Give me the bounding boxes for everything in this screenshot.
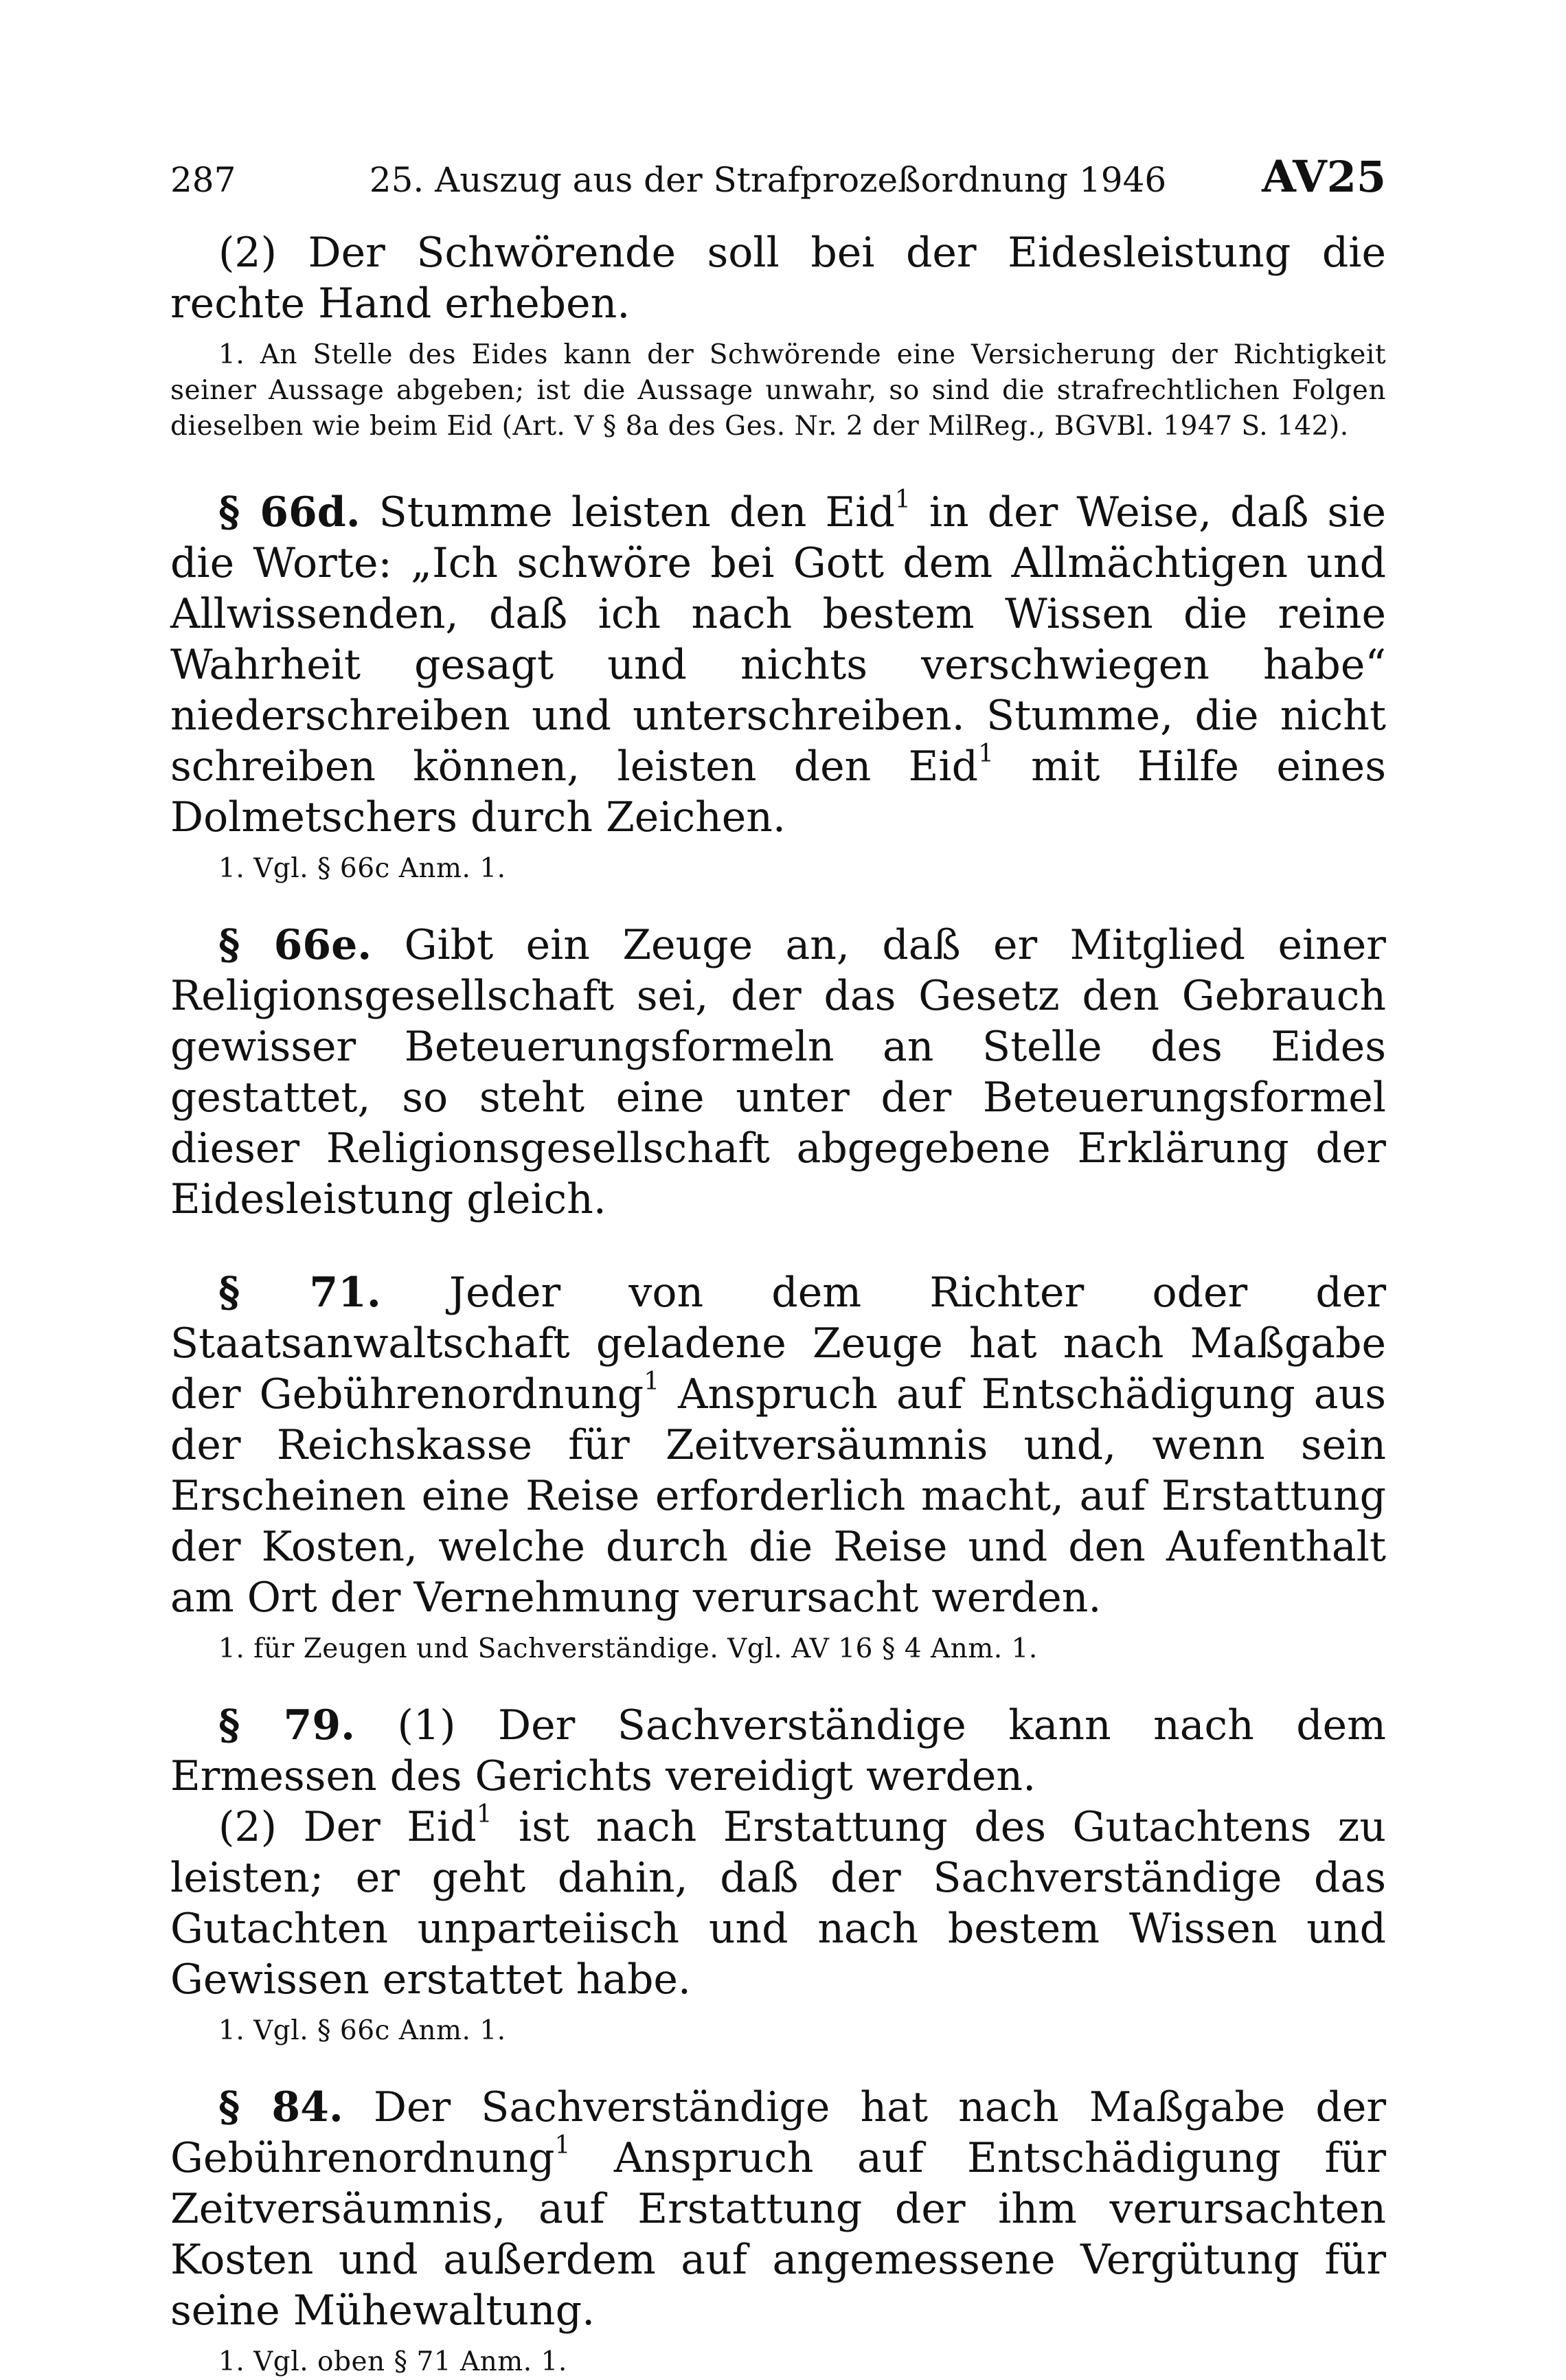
paragraph-66c-2: (2) Der Schwörende soll bei der Eidesleistung die rechte Hand erheben. [170,229,1386,328]
paragraph-66e [170,920,1386,1225]
paragraph-66d-text-c: mit Hilfe eines Dolmetschers durch Zeichen. [170,743,1386,841]
running-title: 25. Auszug aus der Strafprozeßordnung 1946 [369,160,1167,200]
paragraph-71-text-a: Jeder von dem Richter oder der Staatsanwaltschaft geladene Zeuge hat nach Maßgabe der Gebührenordnung [170,1269,1387,1418]
paragraph-66d [170,487,1386,843]
page-header [170,151,1386,203]
section-label-71: § 71. [218,1269,381,1317]
paragraph-79-2-text-b: ist nach Erstattung des Gutachtens zu leisten; er geht dahin, daß der Sachverständige das Gutachten unparteiisch und nach bestem Wissen und Gewissen erstattet habe. [170,1803,1386,2004]
section-label-66e: § 66e. [218,921,372,969]
section-label-79: § 79. [218,1701,356,1749]
footnote-ref-79: 1 [476,1800,492,1828]
paragraph-71 [170,1267,1386,1623]
paragraph-71-text-b: Anspruch auf Entschädigung aus der Reichskasse für Zeitversäumnis und, wenn sein Erscheinen eine Reise erforderlich macht, auf Erstattung der Kosten, welche durch die Reise und den Aufenthalt am Ort der Vernehmung verursacht werden. [170,1370,1386,1622]
footnote-ref-66d-a: 1 [894,486,911,514]
footnote-ref-84: 1 [554,2131,571,2160]
page-number: 287 [170,160,236,200]
section-label-84: § 84. [218,2083,343,2131]
paragraph-79-1-text: (1) Der Sachverständige kann nach dem Ermessen des Gerichts vereidigt werden. [170,1701,1387,1800]
paragraph-66d-text-b: in der Weise, daß sie die Worte: „Ich schwöre bei Gott dem Allmächtigen und Allwissenden, daß ich nach bestem Wissen die reine Wahrheit gesagt und nichts verschwiegen habe“ niederschreiben und unterschreiben. Stumme, die nicht schreiben können, leisten den Eid [170,488,1387,791]
paragraph-84 [170,2082,1386,2336]
paragraph-79-1 [170,1700,1386,1802]
footnote-84-1: 1. Vgl. oben § 71 Anm. 1. [218,2346,567,2377]
paragraph-79-2 [170,1802,1386,2005]
section-code [1249,151,1386,203]
footnote-66c-1: 1. An Stelle des Eides kann der Schwörende eine Versicherung der Richtigkeit seiner Aussage abgeben; ist die Aussage unwahr, so sind die strafrechtlichen Folgen dieselben wie beim Eid (Art. V § 8a des Ges. Nr. 2 der MilReg., BGVBl. 1947 S. 142). [170,339,1386,442]
footnote-79-1: 1. Vgl. § 66c Anm. 1. [218,2015,506,2046]
footnote-71-1: 1. für Zeugen und Sachverständige. Vgl. AV 16 § 4 Anm. 1. [218,1633,1038,1664]
footnote-ref-71: 1 [644,1368,660,1396]
footnote-ref-66d-b: 1 [977,740,994,768]
paragraph-84-text-a: Der Sachverständige hat nach Maßgabe der Gebührenordnung [170,2083,1387,2182]
paragraph-66e-text: Gibt ein Zeuge an, daß er Mitglied einer Religionsgesellschaft sei, der das Gesetz den Gebrauch gewisser Beteuerungsformeln an Stelle des Eides gestattet, so steht eine unter der Beteuerungsformel dieser Religionsgesellschaft abgegebene Erklärung der Eidesleistung gleich. [170,921,1386,1223]
footnote-66d-1: 1. Vgl. § 66c Anm. 1. [218,853,506,884]
paragraph-66d-text-a: Stumme leisten den Eid [378,488,895,536]
section-prefix: AV [1262,151,1327,203]
paragraph-79-2-text-a: (2) Der Eid [218,1803,477,1851]
section-number: 25 [1326,152,1386,202]
paragraph-84-text-b: Anspruch auf Entschädigung für Zeitversäumnis, auf Erstattung der ihm verursachten Kosten und außerdem auf angemessene Vergütung für seine Mühewaltung. [170,2134,1386,2335]
document-page [170,151,1386,2380]
section-label-66d: § 66d. [218,488,361,536]
